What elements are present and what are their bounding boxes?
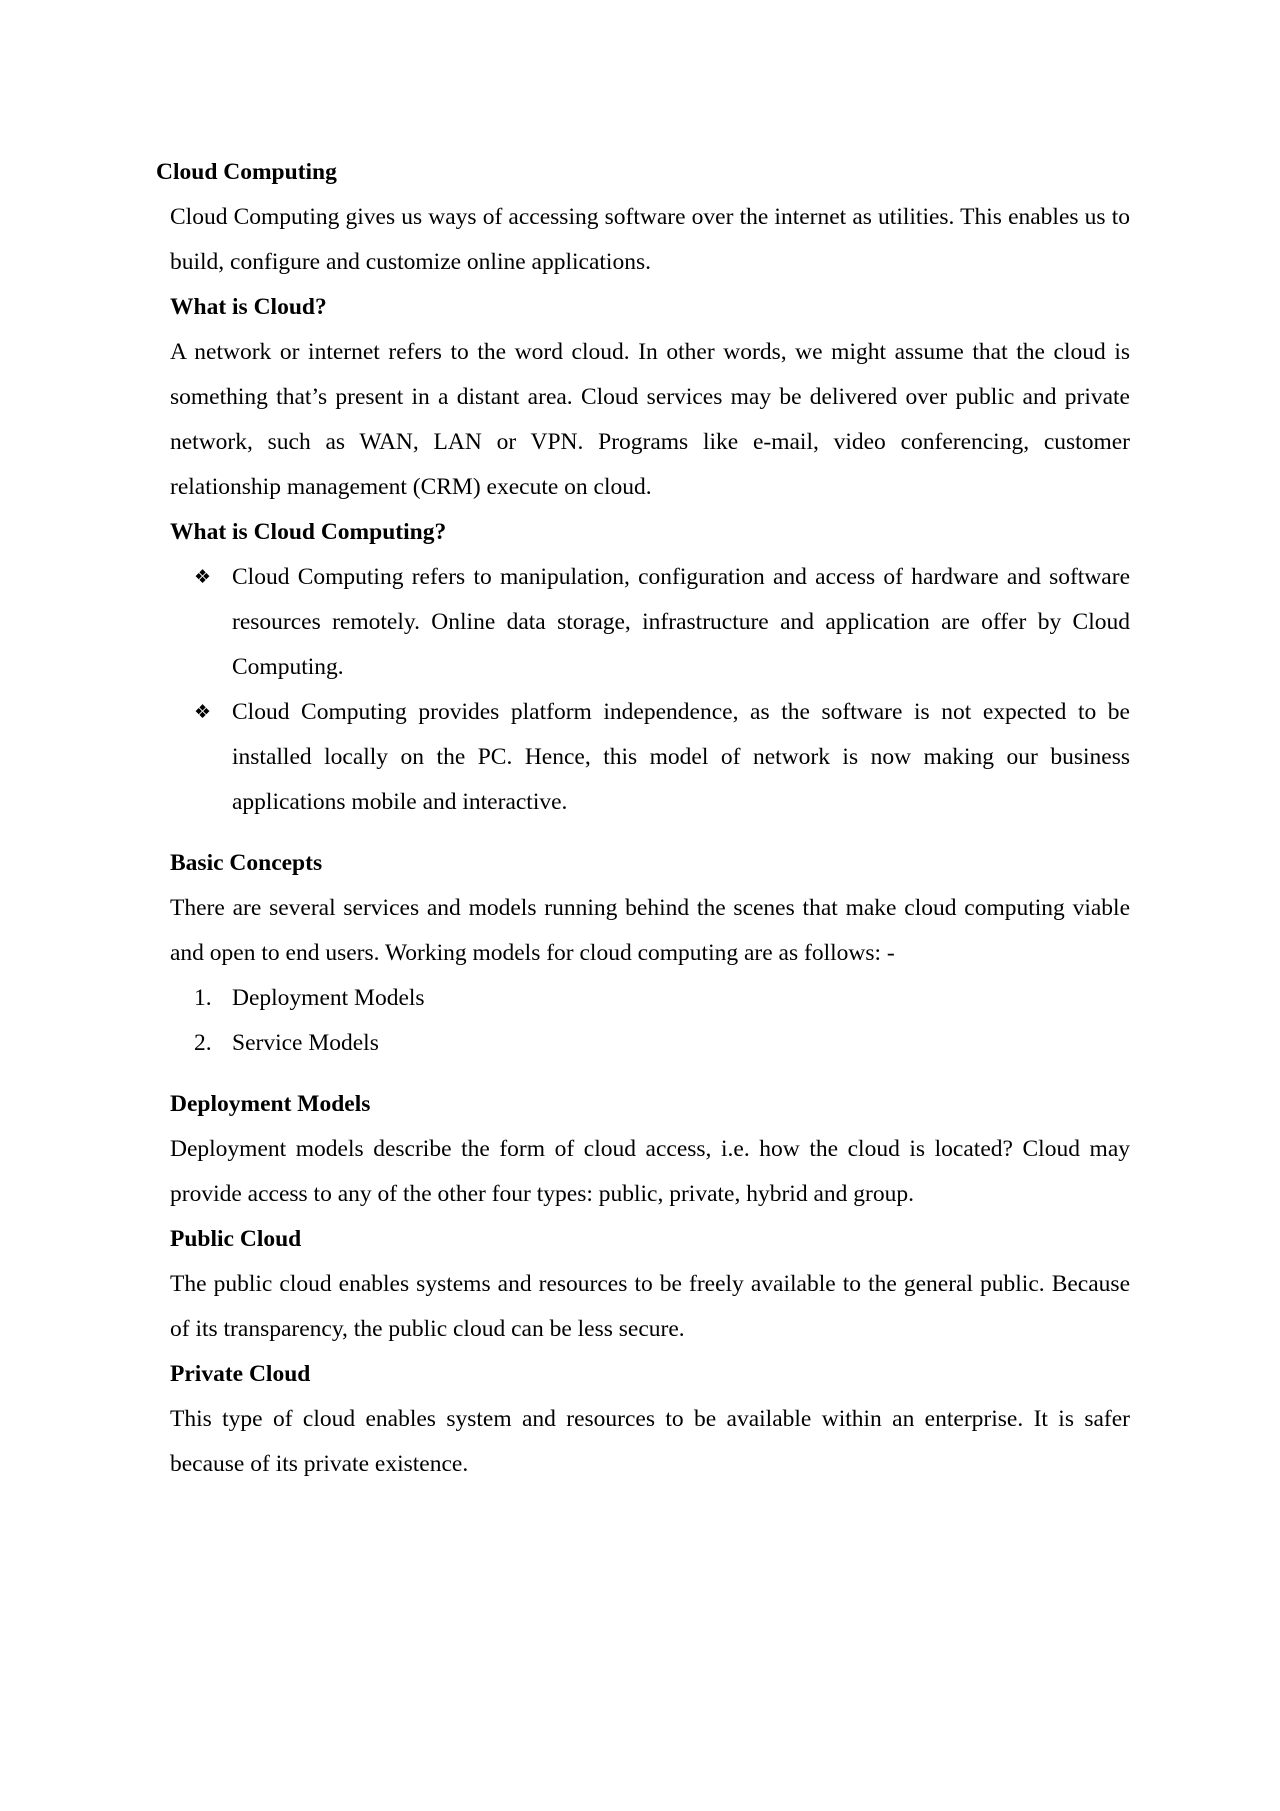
diamond-bullet-icon: ❖ [194, 566, 212, 588]
document-title: Cloud Computing [156, 159, 337, 185]
list-number: 1. [194, 985, 212, 1011]
list-item-label: Service Models [232, 1030, 379, 1056]
intro-paragraph: Cloud Computing gives us ways of accessing software over the internet as utilities. This enables us to build, configure and customize online applications. [170, 204, 1130, 275]
list-item-label: Deployment Models [232, 985, 425, 1011]
heading-public-cloud: Public Cloud [170, 1226, 302, 1252]
diamond-bullet-icon: ❖ [194, 701, 212, 723]
heading-what-is-cloud-computing: What is Cloud Computing? [170, 519, 447, 545]
bullet-text: Cloud Computing provides platform independence, as the software is not expected to be installed locally on the PC. Hence, this model of network is now making our business applications mobile and interactive. [232, 699, 1130, 815]
list-item [170, 976, 1130, 1021]
heading-what-is-cloud: What is Cloud? [170, 294, 327, 320]
basic-concepts-paragraph: There are several services and models running behind the scenes that make cloud computing viable and open to end users. Working models for cloud computing are as follows: - [170, 895, 1130, 966]
deployment-models-paragraph: Deployment models describe the form of cloud access, i.e. how the cloud is located? Cloud may provide access to any of the other four types: public, private, hybrid and group. [170, 1136, 1130, 1207]
heading-private-cloud: Private Cloud [170, 1361, 311, 1387]
what-is-cloud-paragraph: A network or internet refers to the word cloud. In other words, we might assume that the cloud is something that’s present in a distant area. Cloud services may be delivered over public and private network, such as WAN, LAN or VPN. Programs like e-mail, video conferencing, customer relationship management (CRM) execute on cloud. [170, 339, 1130, 500]
bullet-item [170, 555, 1130, 690]
public-cloud-paragraph: The public cloud enables systems and resources to be freely available to the general public. Because of its transparency, the public cloud can be less secure. [170, 1271, 1130, 1342]
bullet-text: Cloud Computing refers to manipulation, configuration and access of hardware and software resources remotely. Online data storage, infrastructure and application are offer by Cloud Computing. [232, 564, 1130, 680]
cloud-computing-bullet-list [170, 555, 1130, 825]
document-body [156, 150, 1130, 1487]
private-cloud-paragraph: This type of cloud enables system and resources to be available within an enterprise. It is safer because of its private existence. [170, 1406, 1130, 1477]
list-item [170, 1021, 1130, 1066]
heading-deployment-models: Deployment Models [170, 1091, 371, 1117]
list-number: 2. [194, 1030, 212, 1056]
bullet-item [170, 690, 1130, 825]
working-models-list [170, 976, 1130, 1066]
heading-basic-concepts: Basic Concepts [170, 850, 323, 876]
